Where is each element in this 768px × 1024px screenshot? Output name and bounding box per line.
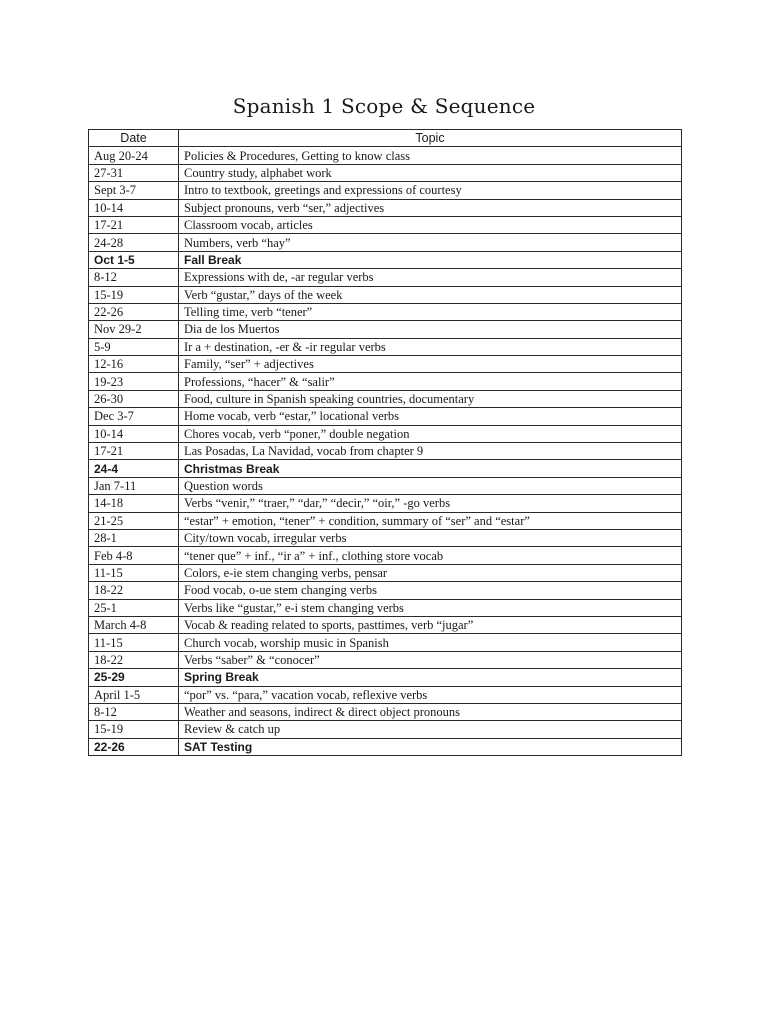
table-row [89, 460, 682, 477]
table-row [89, 269, 682, 286]
table-row [89, 408, 682, 425]
table-row [89, 599, 682, 616]
row-date-cell: March 4-8 [89, 616, 179, 633]
row-date-cell: Oct 1-5 [89, 251, 179, 268]
table-row [89, 669, 682, 686]
row-date-cell: 25-1 [89, 599, 179, 616]
row-topic-cell: Policies & Procedures, Getting to know class [179, 147, 682, 164]
row-date-cell: 28-1 [89, 529, 179, 546]
row-date-cell: Nov 29-2 [89, 321, 179, 338]
row-topic-cell: Fall Break [179, 251, 682, 268]
row-topic-cell: SAT Testing [179, 738, 682, 755]
row-topic-cell: Colors, e-ie stem changing verbs, pensar [179, 564, 682, 581]
row-topic-cell: Verbs like “gustar,” e-i stem changing verbs [179, 599, 682, 616]
table-row [89, 582, 682, 599]
table-row [89, 529, 682, 546]
row-topic-cell: Spring Break [179, 669, 682, 686]
table-row [89, 182, 682, 199]
row-date-cell: Sept 3-7 [89, 182, 179, 199]
row-topic-cell: Professions, “hacer” & “salir” [179, 373, 682, 390]
table-row [89, 686, 682, 703]
row-topic-cell: Question words [179, 477, 682, 494]
row-topic-cell: Subject pronouns, verb “ser,” adjectives [179, 199, 682, 216]
table-row [89, 425, 682, 442]
table-row [89, 495, 682, 512]
row-date-cell: 25-29 [89, 669, 179, 686]
row-topic-cell: Verbs “venir,” “traer,” “dar,” “decir,” “oir,” -go verbs [179, 495, 682, 512]
row-topic-cell: “estar” + emotion, “tener” + condition, summary of “ser” and “estar” [179, 512, 682, 529]
row-topic-cell: Food, culture in Spanish speaking countries, documentary [179, 390, 682, 407]
table-row [89, 738, 682, 755]
row-date-cell: 15-19 [89, 286, 179, 303]
row-topic-cell: Review & catch up [179, 721, 682, 738]
row-topic-cell: Country study, alphabet work [179, 164, 682, 181]
table-row [89, 651, 682, 668]
row-date-cell: 26-30 [89, 390, 179, 407]
row-topic-cell: Verb “gustar,” days of the week [179, 286, 682, 303]
row-date-cell: 12-16 [89, 356, 179, 373]
row-topic-cell: Ir a + destination, -er & -ir regular verbs [179, 338, 682, 355]
table-row [89, 634, 682, 651]
row-topic-cell: Food vocab, o-ue stem changing verbs [179, 582, 682, 599]
row-date-cell: Jan 7-11 [89, 477, 179, 494]
table-row [89, 164, 682, 181]
table-header-row [89, 130, 682, 147]
table-row [89, 477, 682, 494]
row-date-cell: 17-21 [89, 443, 179, 460]
row-topic-cell: Las Posadas, La Navidad, vocab from chapter 9 [179, 443, 682, 460]
row-date-cell: 10-14 [89, 425, 179, 442]
row-topic-cell: “por” vs. “para,” vacation vocab, reflexive verbs [179, 686, 682, 703]
table-row [89, 616, 682, 633]
table-row [89, 390, 682, 407]
row-date-cell: 21-25 [89, 512, 179, 529]
row-topic-cell: Home vocab, verb “estar,” locational verbs [179, 408, 682, 425]
row-date-cell: 8-12 [89, 703, 179, 720]
table-row [89, 721, 682, 738]
table-row [89, 286, 682, 303]
table-row [89, 303, 682, 320]
row-date-cell: 22-26 [89, 738, 179, 755]
row-topic-cell: Expressions with de, -ar regular verbs [179, 269, 682, 286]
page-title: Spanish 1 Scope & Sequence [232, 94, 536, 118]
table-row [89, 321, 682, 338]
row-topic-cell: Dia de los Muertos [179, 321, 682, 338]
row-date-cell: 18-22 [89, 651, 179, 668]
row-topic-cell: Telling time, verb “tener” [179, 303, 682, 320]
table-row [89, 547, 682, 564]
row-date-cell: Aug 20-24 [89, 147, 179, 164]
table-row [89, 338, 682, 355]
row-topic-cell: Church vocab, worship music in Spanish [179, 634, 682, 651]
row-topic-cell: Weather and seasons, indirect & direct object pronouns [179, 703, 682, 720]
table-row [89, 251, 682, 268]
table-row [89, 216, 682, 233]
row-topic-cell: “tener que” + inf., “ir a” + inf., clothing store vocab [179, 547, 682, 564]
row-date-cell: 11-15 [89, 564, 179, 581]
row-topic-cell: Vocab & reading related to sports, pasttimes, verb “jugar” [179, 616, 682, 633]
row-topic-cell: Verbs “saber” & “conocer” [179, 651, 682, 668]
table-row [89, 512, 682, 529]
table-row [89, 356, 682, 373]
table-row [89, 373, 682, 390]
row-date-cell: 17-21 [89, 216, 179, 233]
row-date-cell: 8-12 [89, 269, 179, 286]
row-date-cell: 22-26 [89, 303, 179, 320]
table-row [89, 199, 682, 216]
row-date-cell: 10-14 [89, 199, 179, 216]
row-topic-cell: Family, “ser” + adjectives [179, 356, 682, 373]
table-row [89, 443, 682, 460]
table-row [89, 703, 682, 720]
row-topic-cell: Classroom vocab, articles [179, 216, 682, 233]
schedule-table [88, 129, 682, 756]
row-date-cell: 18-22 [89, 582, 179, 599]
row-date-cell: 14-18 [89, 495, 179, 512]
row-date-cell: Feb 4-8 [89, 547, 179, 564]
row-date-cell: 5-9 [89, 338, 179, 355]
row-topic-cell: Chores vocab, verb “poner,” double negation [179, 425, 682, 442]
row-date-cell: 27-31 [89, 164, 179, 181]
row-date-cell: Dec 3-7 [89, 408, 179, 425]
table-row [89, 147, 682, 164]
schedule-body [89, 147, 682, 756]
row-topic-cell: Intro to textbook, greetings and expressions of courtesy [179, 182, 682, 199]
row-date-cell: 24-4 [89, 460, 179, 477]
topic-column-header: Topic [179, 130, 682, 147]
table-row [89, 564, 682, 581]
row-date-cell: April 1-5 [89, 686, 179, 703]
row-topic-cell: Christmas Break [179, 460, 682, 477]
row-topic-cell: Numbers, verb “hay” [179, 234, 682, 251]
table-row [89, 234, 682, 251]
row-date-cell: 11-15 [89, 634, 179, 651]
date-column-header: Date [89, 130, 179, 147]
row-date-cell: 15-19 [89, 721, 179, 738]
row-date-cell: 19-23 [89, 373, 179, 390]
row-date-cell: 24-28 [89, 234, 179, 251]
row-topic-cell: City/town vocab, irregular verbs [179, 529, 682, 546]
